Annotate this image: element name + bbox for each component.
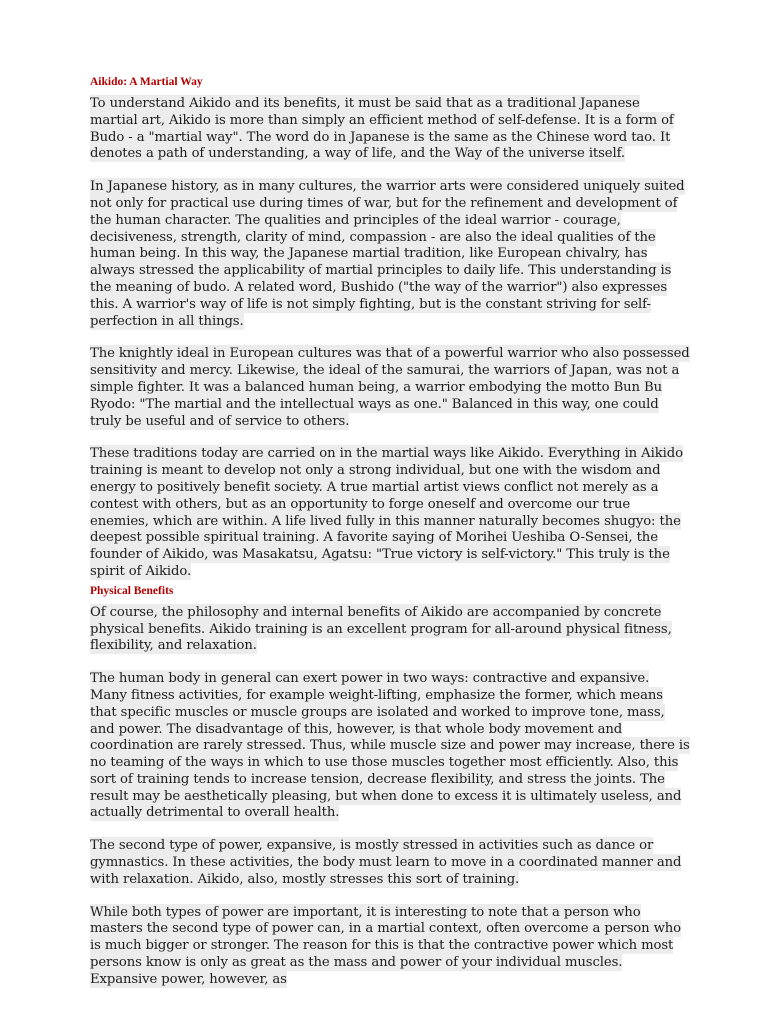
paragraph	[90, 179, 690, 330]
paragraph	[90, 838, 690, 888]
paragraph	[90, 905, 690, 989]
paragraph	[90, 346, 690, 430]
section-heading: Physical Benefits	[90, 584, 174, 597]
paragraph	[90, 671, 690, 822]
paragraph-text: The human body in general can exert power in two ways: contractive and expansive. Many fitness activities, for example weight-lifting, emphasize the former, which means that specific muscles or muscle groups are isolated and worked to improve tone, mass, and power. The disadvantage of this, however, is that whole body movement and coordination are rarely stressed. Thus, while muscle size and power may increase, there is no teaming of the ways in which to use those muscles together most efficiently. Also, this sort of training tends to increase tension, decrease flexibility, and stress the joints. The result may be aesthetically pleasing, but when done to excess it is ultimately useless, and actually detrimental to overall health.	[90, 671, 690, 821]
section-aikido-martial-way	[90, 74, 690, 581]
paragraph-text: The second type of power, expansive, is mostly stressed in activities such as dance or gymnastics. In these activities, the body must learn to move in a coordinated manner and with relaxation. Aikido, also, mostly stresses this sort of training.	[90, 838, 682, 887]
paragraph	[90, 605, 690, 655]
paragraph-text: In Japanese history, as in many cultures, the warrior arts were considered uniquely suited not only for practical use during times of war, but for the refinement and development of the human character. The qualities and principles of the ideal warrior - courage, decisiveness, strength, clarity of mind, compassion - are also the ideal qualities of the human being. In this way, the Japanese martial tradition, like European chivalry, has always stressed the applicability of martial principles to daily life. This understanding is the meaning of budo. A related word, Bushido ("the way of the warrior") also expresses this. A warrior's way of life is not simply fighting, but is the constant striving for self-perfection in all things.	[90, 179, 685, 329]
section-heading: Aikido: A Martial Way	[90, 76, 203, 88]
section-physical-benefits	[90, 583, 690, 989]
document-page	[90, 74, 690, 989]
paragraph	[90, 446, 690, 580]
paragraph-text: These traditions today are carried on in the martial ways like Aikido. Everything in Aikido training is meant to develop not only a strong individual, but one with the wisdom and energy to positively benefit society. A true martial artist views conflict not merely as a contest with others, but as an opportunity to forge oneself and overcome our true enemies, which are within. A life lived fully in this manner naturally becomes shugyo: the deepest possible spiritual training. A favorite saying of Morihei Ueshiba O-Sensei, the founder of Aikido, was Masakatsu, Agatsu: "True victory is self-victory." This truly is the spirit of Aikido.	[90, 446, 683, 579]
paragraph-text: Of course, the philosophy and internal benefits of Aikido are accompanied by concrete physical benefits. Aikido training is an excellent program for all-around physical fitness, flexibility, and relaxation.	[90, 604, 672, 654]
paragraph-text: While both types of power are important, it is interesting to note that a person who masters the second type of power can, in a martial context, often overcome a person who is much bigger or stronger. The reason for this is that the contractive power which most persons know is only as great as the mass and power of your individual muscles. Expansive power, however, as	[90, 904, 682, 987]
paragraph-text: The knightly ideal in European cultures was that of a powerful warrior who also possessed sensitivity and mercy. Likewise, the ideal of the samurai, the warriors of Japan, was not a simple fighter. It was a balanced human being, a warrior embodying the motto Bun Bu Ryodo: "The martial and the intellectual ways as one." Balanced in this way, one could truly be useful and of service to others.	[90, 346, 690, 429]
paragraph-text: To understand Aikido and its benefits, it must be said that as a traditional Japanese martial art, Aikido is more than simply an efficient method of self-defense. It is a form of Budo - a "martial way". The word do in Japanese is the same as the Chinese word tao. It denotes a path of understanding, a way of life, and the Way of the universe itself.	[90, 96, 674, 162]
paragraph	[90, 96, 690, 163]
